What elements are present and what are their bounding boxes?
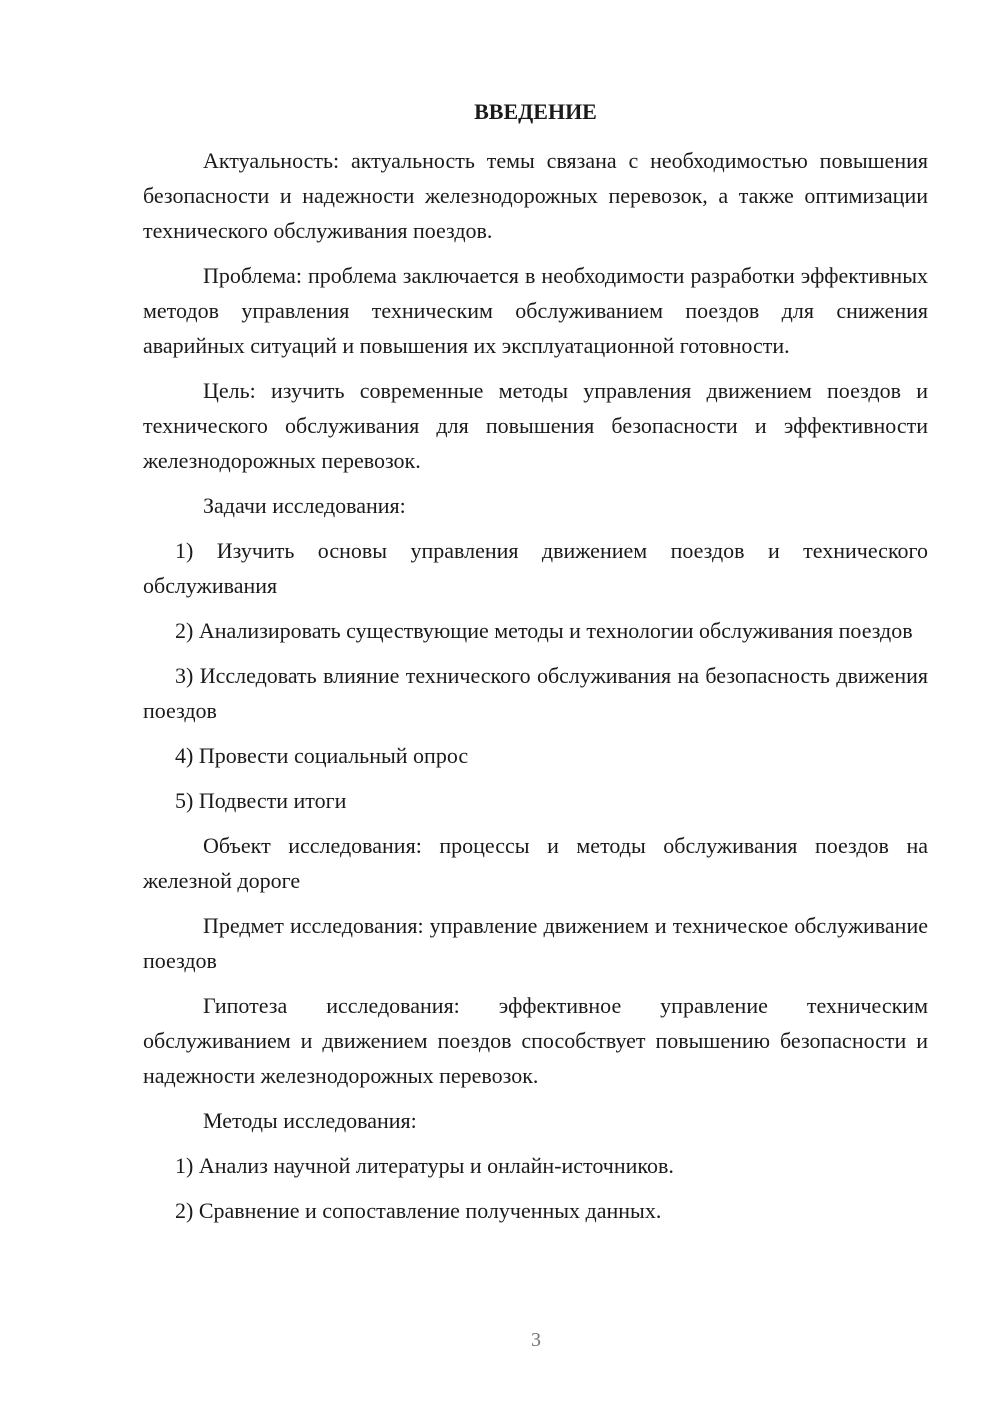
document-body: [143, 94, 928, 1238]
task-item-1: 1) Изучить основы управления движением поездов и технического обслуживания: [143, 538, 928, 598]
task-item-3: 3) Исследовать влияние технического обслуживания на безопасность движения поездов: [143, 663, 928, 723]
method-item-2: 2) Сравнение и сопоставление полученных данных.: [175, 1198, 662, 1223]
methods-heading: Методы исследования:: [203, 1108, 417, 1133]
task-item-5: 5) Подвести итоги: [175, 788, 347, 813]
hypothesis-paragraph: Гипотеза исследования: эффективное управление техническим обслуживанием и движением поездов способствует повышению безопасности и надежности железнодорожных перевозок.: [143, 993, 928, 1088]
relevance-paragraph: Актуальность: актуальность темы связана с необходимостью повышения безопасности и надежности железнодорожных перевозок, а также оптимизации технического обслуживания поездов.: [143, 148, 928, 243]
task-item-4: 4) Провести социальный опрос: [175, 743, 469, 768]
page-number: 3: [531, 1329, 541, 1351]
object-paragraph: Объект исследования: процессы и методы обслуживания поездов на железной дороге: [143, 833, 928, 893]
problem-paragraph: Проблема: проблема заключается в необходимости разработки эффективных методов управления техническим обслуживанием поездов для снижения аварийных ситуаций и повышения их эксплуатационной готовности.: [143, 263, 928, 358]
task-item-2: 2) Анализировать существующие методы и технологии обслуживания поездов: [175, 618, 913, 643]
subject-paragraph: Предмет исследования: управление движением и техническое обслуживание поездов: [143, 913, 928, 973]
method-item-1: 1) Анализ научной литературы и онлайн-источников.: [175, 1153, 674, 1178]
tasks-heading: Задачи исследования:: [203, 493, 406, 518]
goal-paragraph: Цель: изучить современные методы управления движением поездов и технического обслуживания для повышения безопасности и эффективности железнодорожных перевозок.: [143, 378, 928, 473]
section-title: ВВЕДЕНИЕ: [474, 99, 597, 124]
